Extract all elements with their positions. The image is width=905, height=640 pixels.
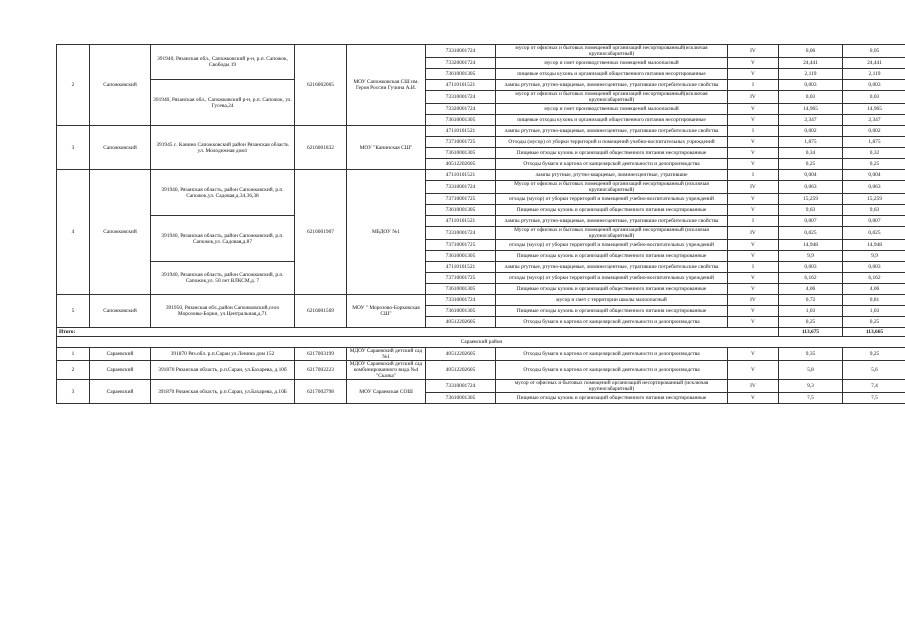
fact-amount: 7,5 bbox=[843, 393, 905, 404]
norm-amount: 0,004 bbox=[779, 170, 843, 181]
fact-amount: 15,259 bbox=[843, 194, 905, 205]
fact-amount: 0,002 bbox=[843, 126, 905, 137]
row-number: 2 bbox=[57, 361, 90, 380]
fact-amount: 0,003 bbox=[843, 80, 905, 91]
district-name: Сапожковский bbox=[90, 45, 151, 126]
norm-amount: 14,948 bbox=[779, 240, 843, 251]
district-name: Сараевский bbox=[90, 361, 151, 380]
hazard-class: I bbox=[728, 80, 779, 91]
waste-register-sheet bbox=[56, 44, 905, 404]
waste-code: 73310001724 bbox=[426, 45, 496, 58]
hazard-class: V bbox=[728, 361, 779, 380]
norm-amount: 0,34 bbox=[779, 148, 843, 159]
norm-amount: 2,119 bbox=[779, 69, 843, 80]
norm-amount: 6,162 bbox=[779, 273, 843, 284]
org-inn: 6216002065 bbox=[295, 45, 347, 126]
waste-name: лампы ртутные, ртутно-кварцевые, люминесцентные, утратившие потребительские свойства bbox=[496, 80, 728, 91]
waste-code: 47110101521 bbox=[426, 216, 496, 227]
waste-code: 47110101521 bbox=[426, 80, 496, 91]
org-inn: 6216001832 bbox=[295, 126, 347, 170]
fact-amount: 0,32 bbox=[843, 148, 905, 159]
org-name: МОУ Сараевская СОШ bbox=[347, 380, 426, 404]
norm-amount: 0,002 bbox=[779, 126, 843, 137]
table-row bbox=[57, 361, 905, 380]
waste-code: 73710001725 bbox=[426, 137, 496, 148]
waste-name: мусор от офисных и бытовых помещений организаций несортированный(исключая крупногабаритный) bbox=[496, 45, 728, 58]
hazard-class: IV bbox=[728, 91, 779, 104]
table-row bbox=[57, 262, 905, 273]
hazard-class: V bbox=[728, 148, 779, 159]
waste-code: 73610001305 bbox=[426, 115, 496, 126]
norm-amount: 5,8 bbox=[779, 361, 843, 380]
waste-code: 73320001724 bbox=[426, 58, 496, 69]
waste-code: 73310001724 bbox=[426, 227, 496, 240]
fact-amount: 7,4 bbox=[843, 380, 905, 393]
waste-code: 73320001724 bbox=[426, 104, 496, 115]
fact-amount: 0,25 bbox=[843, 317, 905, 328]
fact-amount: 24,441 bbox=[843, 58, 905, 69]
norm-amount: 1,03 bbox=[779, 306, 843, 317]
fact-amount: 9,9 bbox=[843, 251, 905, 262]
hazard-class: V bbox=[728, 104, 779, 115]
hazard-class: V bbox=[728, 306, 779, 317]
site-address: 391940, Рязанская обл., Сапожковский р-н, р.п. Сапожок, ул. Гусева,24 bbox=[151, 80, 295, 126]
waste-name: мусор от офисных и бытовых помещений организаций несортированный(исключая крупногабаритный) bbox=[496, 91, 728, 104]
waste-name: мусор и смет производственных помещений малоопасный bbox=[496, 104, 728, 115]
fact-amount: 0,003 bbox=[843, 262, 905, 273]
hazard-class: IV bbox=[728, 181, 779, 194]
norm-amount: 0,003 bbox=[779, 80, 843, 91]
section-heading: Сараевский район bbox=[57, 337, 905, 348]
org-name: МОУ " Морозово-Борковская СШ" bbox=[347, 295, 426, 328]
waste-code: 73610001305 bbox=[426, 251, 496, 262]
waste-name: Мусор от офисных и бытовых помещений организаций несортированный (исключая крупногабаритный) bbox=[496, 227, 728, 240]
waste-code: 40512202605 bbox=[426, 159, 496, 170]
fact-amount: 5,6 bbox=[843, 361, 905, 380]
norm-amount: 9,3 bbox=[779, 380, 843, 393]
norm-amount: 7,5 bbox=[779, 393, 843, 404]
waste-code: 73710001725 bbox=[426, 273, 496, 284]
fact-amount: 1,03 bbox=[843, 306, 905, 317]
site-address: 391870 Рязанская область, р.п.Сараи, ул.Бахарева, д.10Б bbox=[151, 380, 295, 404]
hazard-class: V bbox=[728, 58, 779, 69]
fact-amount: 9,63 bbox=[843, 205, 905, 216]
waste-code: 73310001724 bbox=[426, 181, 496, 194]
hazard-class: V bbox=[728, 194, 779, 205]
hazard-class: V bbox=[728, 393, 779, 404]
org-name: МДОУ Сараевский детский сад комбинированного вида №4 "Сказка" bbox=[347, 361, 426, 380]
total-label: Итого: bbox=[57, 328, 779, 337]
waste-code: 40512202605 bbox=[426, 317, 496, 328]
norm-amount: 9,63 bbox=[779, 205, 843, 216]
site-address: 391870 Ряз.обл. р.п.Сараи ул.Ленина дом 152 bbox=[151, 348, 295, 361]
hazard-class: V bbox=[728, 251, 779, 262]
waste-name: Отходы бумаги и картона от канцелярской деятельности и делопроизводства bbox=[496, 159, 728, 170]
org-inn: 6216001569 bbox=[295, 295, 347, 328]
row-number: 3 bbox=[57, 380, 90, 404]
hazard-class: V bbox=[728, 115, 779, 126]
org-inn: 6217002223 bbox=[295, 361, 347, 380]
row-number: 4 bbox=[57, 170, 90, 295]
waste-name: Пищевые отходы кухонь и организаций общественного питания несортированные bbox=[496, 205, 728, 216]
org-name: МДОУ Сараевский детский сад №1 bbox=[347, 348, 426, 361]
waste-name: Пищевые отходы кухонь и организаций общественного питания несортированные bbox=[496, 393, 728, 404]
norm-amount: 0,063 bbox=[779, 181, 843, 194]
hazard-class: V bbox=[728, 69, 779, 80]
row-number: 1 bbox=[57, 348, 90, 361]
district-name: Сараевский bbox=[90, 380, 151, 404]
waste-name: лампы ртутные, ртутно-кварцевые, люминесцентные, утратившие потребительские свойства bbox=[496, 216, 728, 227]
hazard-class: I bbox=[728, 216, 779, 227]
hazard-class: V bbox=[728, 273, 779, 284]
waste-code: 73610001305 bbox=[426, 306, 496, 317]
district-name: Сапожковский bbox=[90, 126, 151, 170]
row-number: 2 bbox=[57, 45, 90, 126]
hazard-class: V bbox=[728, 284, 779, 295]
hazard-class: I bbox=[728, 170, 779, 181]
hazard-class: I bbox=[728, 262, 779, 273]
waste-code: 73310001724 bbox=[426, 91, 496, 104]
hazard-class: IV bbox=[728, 45, 779, 58]
site-address: 391870 Рязанская область, р.п.Сараи, ул.Бахарева, д.10б bbox=[151, 361, 295, 380]
site-address: 391940, Рязанская обл., Сапожковский р-н, р.п. Сапожок, Свободы 19 bbox=[151, 45, 295, 80]
site-address: 391940, Рязанская область, район Сапожковский, р.п. Сапожок,ул. Садовая,д.87 bbox=[151, 216, 295, 262]
waste-code: 47110101521 bbox=[426, 126, 496, 137]
fact-amount: 6,162 bbox=[843, 273, 905, 284]
table-row bbox=[57, 216, 905, 227]
hazard-class: V bbox=[728, 159, 779, 170]
hazard-class: I bbox=[728, 126, 779, 137]
waste-name: Пищевые отходы кухонь и организаций общественного питания несортированные bbox=[496, 148, 728, 159]
norm-amount: 0,03 bbox=[779, 91, 843, 104]
total-row bbox=[57, 328, 905, 337]
table-row bbox=[57, 295, 905, 306]
district-name: Сараевский bbox=[90, 348, 151, 361]
hazard-class: IV bbox=[728, 227, 779, 240]
waste-register-table bbox=[56, 44, 905, 404]
waste-code: 73610001305 bbox=[426, 148, 496, 159]
norm-amount: 0,06 bbox=[779, 45, 843, 58]
fact-amount: 0,025 bbox=[843, 227, 905, 240]
table-row bbox=[57, 170, 905, 181]
section-heading-row bbox=[57, 337, 905, 348]
norm-amount: 0,25 bbox=[779, 317, 843, 328]
norm-amount: 0,003 bbox=[779, 262, 843, 273]
hazard-class: IV bbox=[728, 295, 779, 306]
district-name: Сапожковский bbox=[90, 295, 151, 328]
norm-amount: 0,72 bbox=[779, 295, 843, 306]
fact-amount: 0,007 bbox=[843, 216, 905, 227]
norm-amount: 14,965 bbox=[779, 104, 843, 115]
waste-name: лампы ртутные, ртутно-кварцевые, люминесцентные, утратившие потребительские свойства bbox=[496, 126, 728, 137]
fact-amount: 9,25 bbox=[843, 348, 905, 361]
norm-amount: 9,9 bbox=[779, 251, 843, 262]
fact-amount: 0,03 bbox=[843, 91, 905, 104]
waste-name: Отходы бумаги и картона от канцелярской деятельности и делопроизводства bbox=[496, 361, 728, 380]
waste-code: 73310001724 bbox=[426, 380, 496, 393]
norm-amount: 4,06 bbox=[779, 284, 843, 295]
org-name: МОУ Сапожковская СШ им. Героя России Гучина А.И. bbox=[347, 45, 426, 126]
waste-name: лампы ртутные, ртутно-кварцевые, люминесцентные, утратившие потребительские свойства bbox=[496, 262, 728, 273]
district-name: Сапожковский bbox=[90, 170, 151, 295]
site-address: 391940, Рязанская область, район Сапожковский, р.п. Сапожок,ул. 50 лет ВЛКСМ,д. 7 bbox=[151, 262, 295, 295]
org-name: МБДОУ №1 bbox=[347, 170, 426, 295]
waste-name: пищевые отходы кухонь и организаций общественного питания несортированные bbox=[496, 69, 728, 80]
total-fact: 113,665 bbox=[843, 328, 905, 337]
waste-name: Мусор от офисных и бытовых помещений организаций несортированный (исключая крупногабаритный) bbox=[496, 181, 728, 194]
norm-amount: 15,259 bbox=[779, 194, 843, 205]
waste-code: 40512202605 bbox=[426, 348, 496, 361]
hazard-class: V bbox=[728, 205, 779, 216]
norm-amount: 24,441 bbox=[779, 58, 843, 69]
waste-name: мусор и смет производственных помещений малоопасный bbox=[496, 58, 728, 69]
hazard-class: V bbox=[728, 240, 779, 251]
fact-amount: 4,06 bbox=[843, 284, 905, 295]
waste-name: отходы (мусор) от уборки территорий и помещений учебно-воспитательных учреждений bbox=[496, 194, 728, 205]
waste-code: 73610001305 bbox=[426, 284, 496, 295]
waste-name: мусор и смет с территории школы малоопасный bbox=[496, 295, 728, 306]
fact-amount: 0,81 bbox=[843, 295, 905, 306]
hazard-class: V bbox=[728, 137, 779, 148]
waste-code: 47110101521 bbox=[426, 262, 496, 273]
waste-name: Пищевые отходы кухонь и организаций общественного питания несортированные bbox=[496, 284, 728, 295]
waste-name: Отходы бумаги и картона от канцелярской деятельности и делопроизводства bbox=[496, 317, 728, 328]
fact-amount: 14,948 bbox=[843, 240, 905, 251]
org-name: МОУ "Канинская СШ" bbox=[347, 126, 426, 170]
waste-code: 73710001725 bbox=[426, 240, 496, 251]
waste-name: пищевые отходы кухонь и организаций общественного питания несортированные bbox=[496, 115, 728, 126]
waste-name: Отходы (мусор) от уборки территорий и помещений учебно-воспитательных учреждений bbox=[496, 137, 728, 148]
waste-code: 73610001305 bbox=[426, 205, 496, 216]
waste-code: 47110101521 bbox=[426, 170, 496, 181]
fact-amount: 2,119 bbox=[843, 69, 905, 80]
fact-amount: 0,05 bbox=[843, 45, 905, 58]
fact-amount: 0,063 bbox=[843, 181, 905, 194]
table-row bbox=[57, 380, 905, 393]
site-address: 391940, Рязанская область, район Сапожковский, р.п. Сапожок,ул. Садовая,д.34,36,38 bbox=[151, 170, 295, 216]
site-address: 391945 с. Канино Сапожковский район Рязанская область ул. Молодежная дом1 bbox=[151, 126, 295, 170]
waste-name: отходы (мусор) от уборки территорий и помещений учебно-воспитательных учреждений bbox=[496, 273, 728, 284]
row-number: 3 bbox=[57, 126, 90, 170]
hazard-class: V bbox=[728, 317, 779, 328]
waste-code: 73310001724 bbox=[426, 295, 496, 306]
table-row bbox=[57, 348, 905, 361]
norm-amount: 0,025 bbox=[779, 227, 843, 240]
fact-amount: 2,347 bbox=[843, 115, 905, 126]
org-inn: 6216001907 bbox=[295, 170, 347, 295]
norm-amount: 0,007 bbox=[779, 216, 843, 227]
waste-name: мусор от офисных и бытовых помещений организаций несортированный (исключая крупногабаритный) bbox=[496, 380, 728, 393]
waste-name: Отходы бумаги и картона от канцелярской деятельности и делопроизводства bbox=[496, 348, 728, 361]
waste-name: лампы ртутные, ртутно-кварцевые, люминесцентные, утратившие bbox=[496, 170, 728, 181]
waste-code: 73710001725 bbox=[426, 194, 496, 205]
waste-code: 40512202605 bbox=[426, 361, 496, 380]
table-row bbox=[57, 126, 905, 137]
row-number: 5 bbox=[57, 295, 90, 328]
norm-amount: 1,875 bbox=[779, 137, 843, 148]
waste-name: Пищевые отходы кухонь и организаций общественного питания несортированные bbox=[496, 251, 728, 262]
total-norm: 113,675 bbox=[779, 328, 843, 337]
norm-amount: 0,25 bbox=[779, 159, 843, 170]
norm-amount: 9,35 bbox=[779, 348, 843, 361]
fact-amount: 1,875 bbox=[843, 137, 905, 148]
fact-amount: 0,004 bbox=[843, 170, 905, 181]
org-inn: 6217002798 bbox=[295, 380, 347, 404]
waste-name: Пищевые отходы кухонь и организаций общественного питания несортированные bbox=[496, 306, 728, 317]
fact-amount: 14,965 bbox=[843, 104, 905, 115]
waste-code: 73610001305 bbox=[426, 69, 496, 80]
table-row bbox=[57, 45, 905, 58]
table-row bbox=[57, 80, 905, 91]
hazard-class: IV bbox=[728, 380, 779, 393]
hazard-class: V bbox=[728, 348, 779, 361]
waste-name: отходы (мусор) от уборки территорий и помещений учебно-воспитательных учреждений bbox=[496, 240, 728, 251]
org-inn: 6217003199 bbox=[295, 348, 347, 361]
norm-amount: 2,347 bbox=[779, 115, 843, 126]
fact-amount: 0,25 bbox=[843, 159, 905, 170]
table-body bbox=[57, 45, 905, 404]
site-address: 391950, Рязанская обл.,район Сапожковский,село Морозовы-Борки, ул.Центральная,д.71 bbox=[151, 295, 295, 328]
waste-code: 73610001305 bbox=[426, 393, 496, 404]
